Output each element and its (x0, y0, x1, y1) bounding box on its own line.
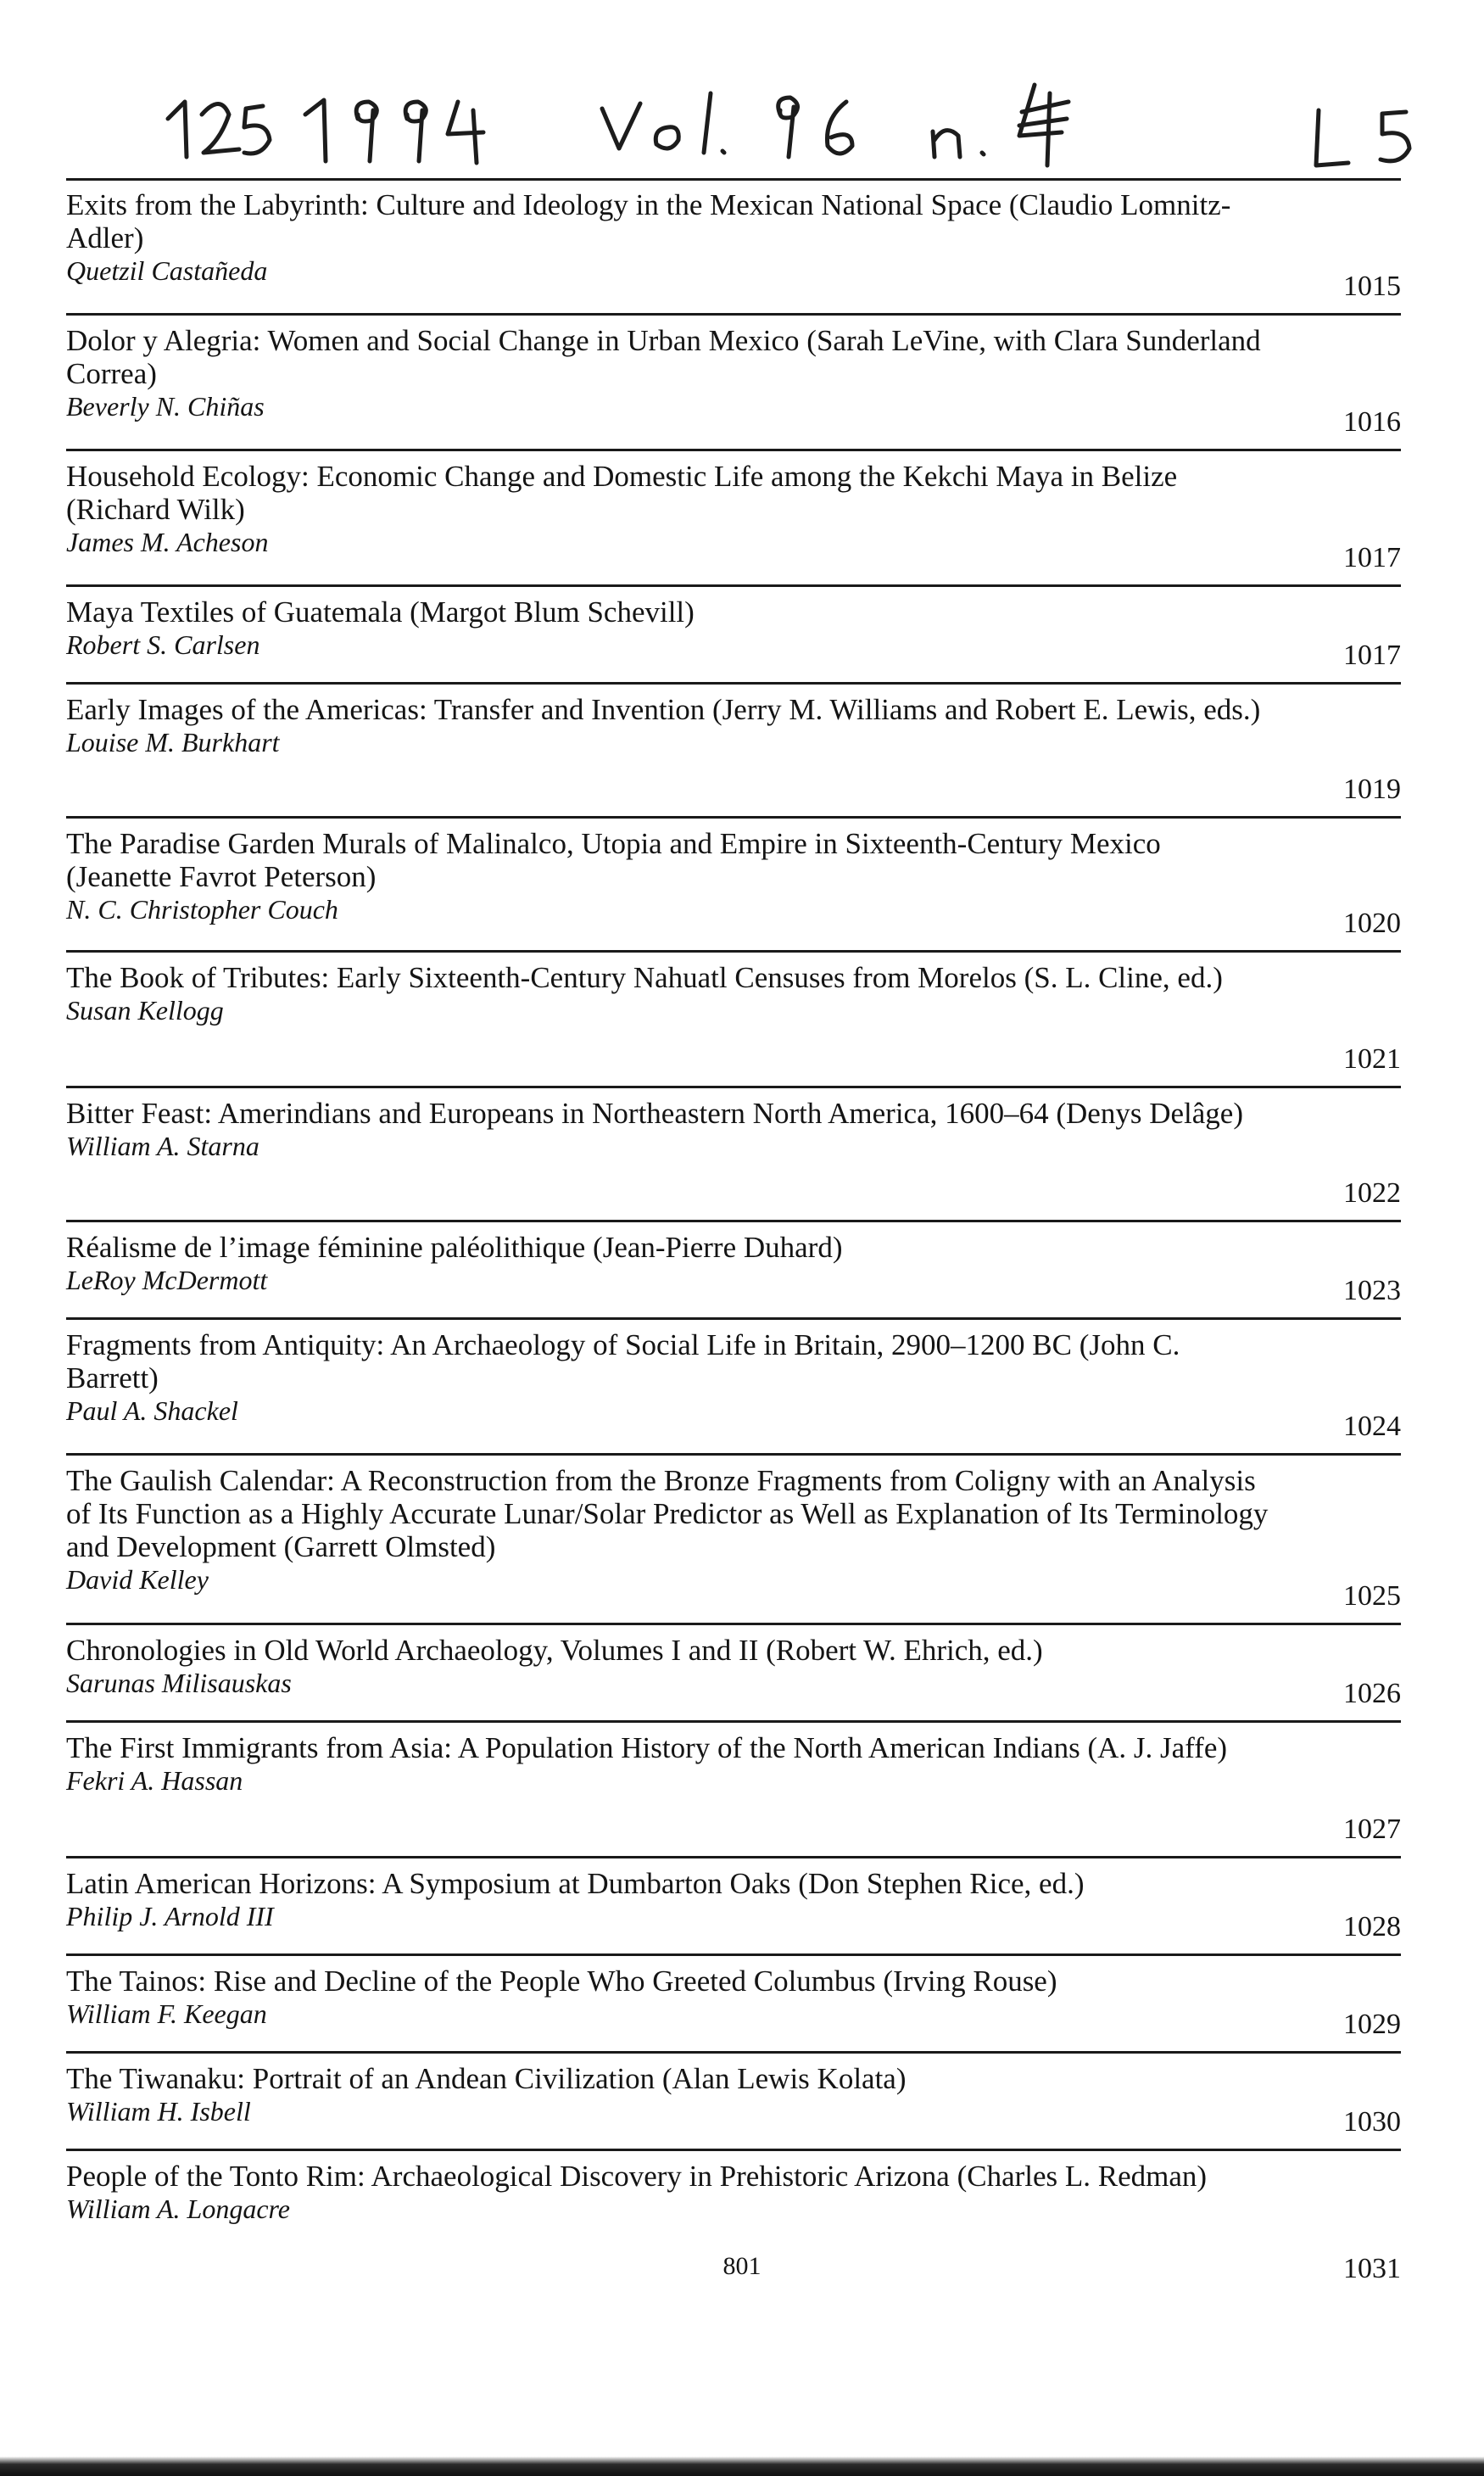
review-entry (66, 685, 1401, 819)
book-title: People of the Tonto Rim: Archaeological Discovery in Prehistoric Arizona (Charles L. Redman) (66, 2160, 1208, 2193)
page-number: 1015 (1343, 271, 1401, 302)
review-entry (66, 1723, 1401, 1858)
page-number: 1029 (1343, 2009, 1401, 2040)
review-entry-body (66, 1965, 1270, 2030)
reviewer-name: William H. Isbell (66, 2096, 251, 2127)
page-number: 1027 (1343, 1814, 1401, 1845)
reviewer-name: Quetzil Castañeda (66, 255, 268, 286)
review-entry (66, 1222, 1401, 1320)
book-title: The Tiwanaku: Portrait of an Andean Civilization (Alan Lewis Kolata) (66, 2062, 907, 2095)
reviewer-name: N. C. Christopher Couch (66, 894, 338, 925)
page-number: 1019 (1343, 774, 1401, 805)
book-title: The Gaulish Calendar: A Reconstruction from the Bronze Fragments from Coligny with an Analysis of Its Function as a Highly Accurate Lunar/Solar Predictor as Well as Explanation of Its Terminology and Development (Garrett Olmsted) (66, 1464, 1269, 1563)
review-entry (66, 2054, 1401, 2151)
review-entry-body (66, 2160, 1270, 2225)
book-title: Réalisme de l’image féminine paléolithique (Jean-Pierre Duhard) (66, 1231, 843, 1264)
book-title: Bitter Feast: Amerindians and Europeans in Northeastern North America, 1600–64 (Denys Delâge) (66, 1097, 1243, 1130)
reviewer-name: David Kelley (66, 1564, 209, 1595)
review-entry (66, 819, 1401, 953)
review-entry (66, 451, 1401, 587)
review-listing (66, 180, 1401, 2295)
book-title: Maya Textiles of Guatemala (Margot Blum Schevill) (66, 595, 695, 629)
page-number: 1030 (1343, 2106, 1401, 2138)
review-entry-body (66, 1867, 1270, 1932)
review-entry-body (66, 827, 1270, 925)
review-entry-body (66, 1634, 1270, 1699)
book-title: The Paradise Garden Murals of Malinalco, Utopia and Empire in Sixteenth-Century Mexico (Jeanette Favrot Peterson) (66, 827, 1161, 893)
review-entry-body (66, 961, 1270, 1026)
page-number: 1017 (1343, 542, 1401, 573)
page-number: 1022 (1343, 1177, 1401, 1209)
review-entry-body (66, 1731, 1270, 1797)
book-title: The Book of Tributes: Early Sixteenth-Century Nahuatl Censuses from Morelos (S. L. Cline, ed.) (66, 961, 1223, 994)
book-title: Exits from the Labyrinth: Culture and Ideology in the Mexican National Space (Claudio Lomnitz-Adler) (66, 188, 1231, 254)
review-entry-body (66, 693, 1270, 758)
review-entry-body (66, 460, 1270, 558)
review-entry-body (66, 2062, 1270, 2127)
page-number: 1021 (1343, 1043, 1401, 1075)
review-entry (66, 316, 1401, 451)
book-title: Chronologies in Old World Archaeology, Volumes I and II (Robert W. Ehrich, ed.) (66, 1634, 1043, 1667)
reviewer-name: Fekri A. Hassan (66, 1765, 243, 1796)
review-entry-body (66, 1231, 1270, 1296)
review-entry (66, 953, 1401, 1088)
review-entry-body (66, 1464, 1270, 1596)
reviewer-name: LeRoy McDermott (66, 1265, 268, 1295)
page-number: 1031 (1343, 2253, 1401, 2284)
page-number: 1023 (1343, 1275, 1401, 1306)
review-entry (66, 180, 1401, 316)
review-entry-body (66, 595, 1270, 661)
page-number: 1016 (1343, 406, 1401, 438)
review-entry (66, 1088, 1401, 1222)
folio-page-number: 801 (722, 2252, 762, 2280)
review-entry (66, 1625, 1401, 1723)
review-entry (66, 1320, 1401, 1456)
reviewer-name: William A. Longacre (66, 2194, 290, 2224)
book-title: The First Immigrants from Asia: A Population History of the North American Indians (A. J. Jaffe) (66, 1731, 1228, 1764)
review-entry-body (66, 1328, 1270, 1427)
reviewer-name: Beverly N. Chiñas (66, 391, 265, 422)
reviewer-name: Paul A. Shackel (66, 1395, 238, 1426)
reviewer-name: Robert S. Carlsen (66, 629, 260, 660)
reviewer-name: William F. Keegan (66, 1998, 267, 2029)
page-number: 1024 (1343, 1411, 1401, 1442)
page-number: 1026 (1343, 1678, 1401, 1709)
book-title: Latin American Horizons: A Symposium at Dumbarton Oaks (Don Stephen Rice, ed.) (66, 1867, 1085, 1900)
reviewer-name: Sarunas Milisauskas (66, 1668, 292, 1698)
review-entry-body (66, 1097, 1270, 1162)
reviewer-name: James M. Acheson (66, 527, 269, 557)
reviewer-name: Philip J. Arnold III (66, 1901, 274, 1931)
book-title: Dolor y Alegria: Women and Social Change in Urban Mexico (Sarah LeVine, with Clara Sunderland Correa) (66, 324, 1261, 390)
review-entry-body (66, 324, 1270, 422)
book-title: Household Ecology: Economic Change and Domestic Life among the Kekchi Maya in Belize (Richard Wilk) (66, 460, 1178, 526)
book-title: Early Images of the Americas: Transfer and Invention (Jerry M. Williams and Robert E. Lewis, eds.) (66, 693, 1261, 726)
page-number: 1025 (1343, 1580, 1401, 1612)
page-number: 1020 (1343, 908, 1401, 939)
scan-edge-shadow (0, 2456, 1484, 2476)
review-entry (66, 587, 1401, 685)
reviewer-name: Susan Kellogg (66, 995, 224, 1026)
handwriting-drawing (161, 68, 1433, 170)
book-title: Fragments from Antiquity: An Archaeology of Social Life in Britain, 2900–1200 BC (John C. Barrett) (66, 1328, 1180, 1394)
review-entry (66, 1956, 1401, 2054)
book-title: The Tainos: Rise and Decline of the People Who Greeted Columbus (Irving Rouse) (66, 1965, 1057, 1998)
reviewer-name: William A. Starna (66, 1131, 259, 1161)
reviewer-name: Louise M. Burkhart (66, 727, 280, 757)
review-entry (66, 1456, 1401, 1625)
review-entry-body (66, 188, 1270, 287)
handwritten-annotation (161, 68, 1433, 170)
page-number: 1028 (1343, 1911, 1401, 1942)
review-entry (66, 1858, 1401, 1956)
page-number: 1017 (1343, 640, 1401, 671)
